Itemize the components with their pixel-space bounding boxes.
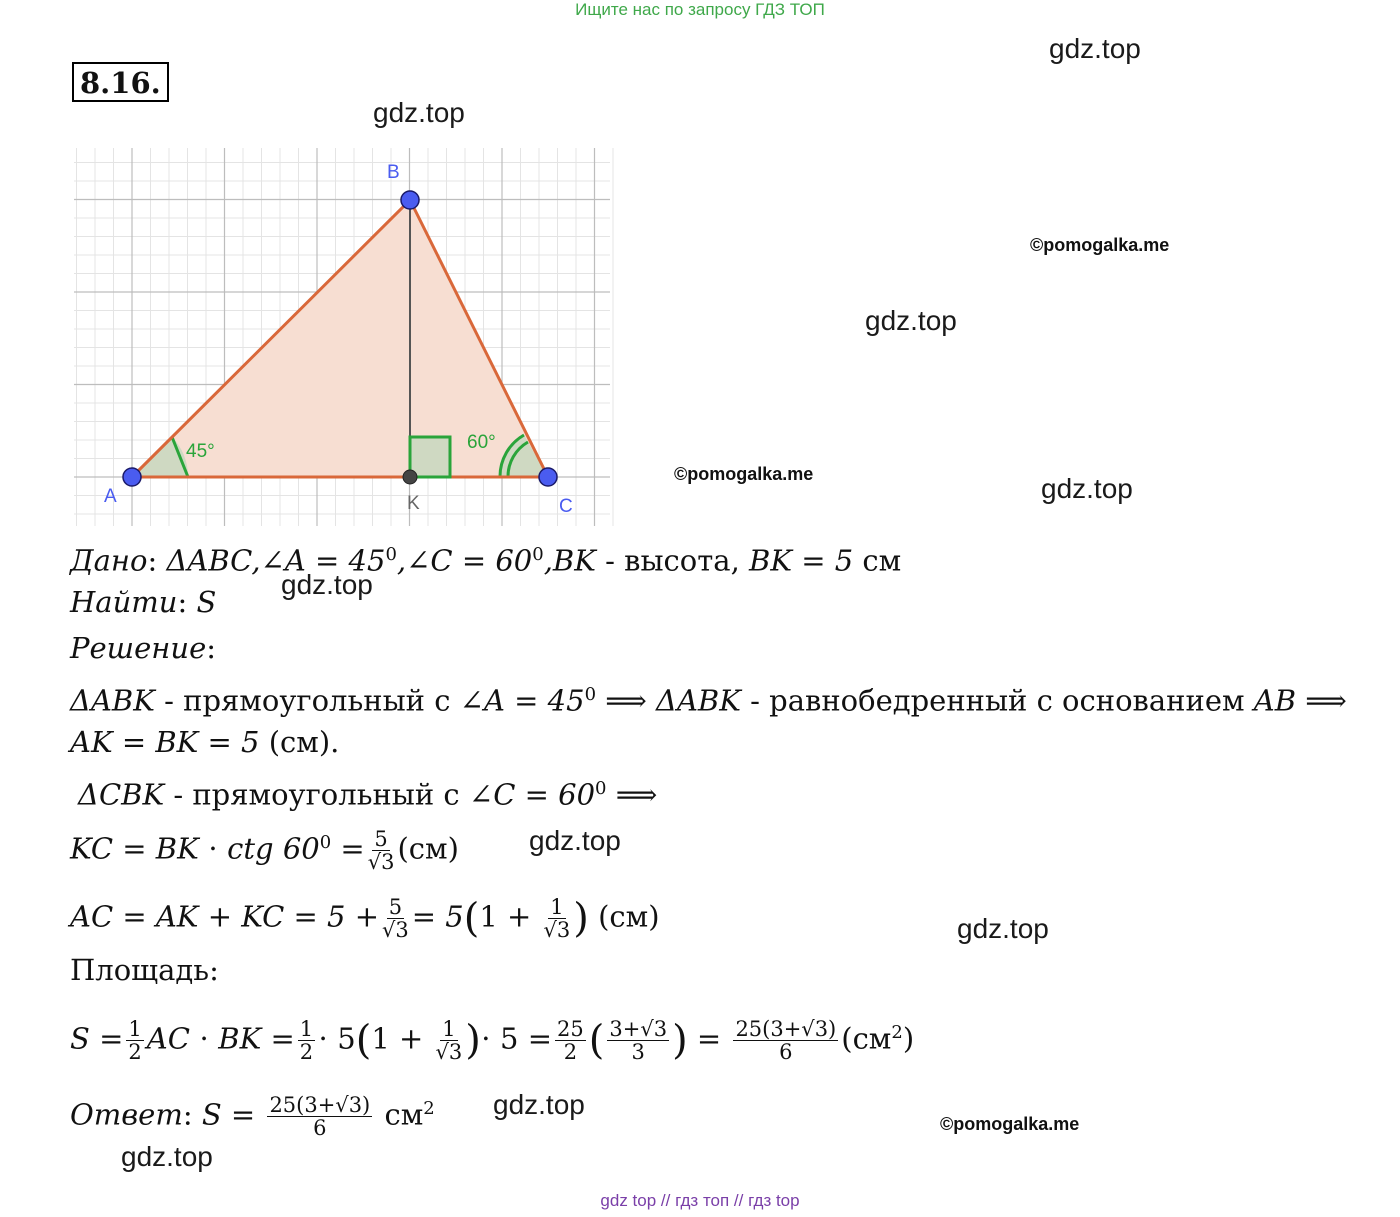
footer: gdz top // гдз топ // гдз top — [600, 1191, 800, 1210]
solution-line-5: AC = AK + KC = 5 + $\frac{5}{√3}$ = 5(1 + $\frac{1}{√3}$ ) (см) — [70, 895, 660, 942]
watermark: gdz.top — [281, 569, 373, 600]
solution-line-1: ΔABK - прямоугольный с ∠A = $45^0$ ⟹ ΔABK - равнобедренный с основанием AB ⟹ — [70, 683, 1347, 718]
solution-line-3: ΔCBK - прямоугольный с ∠C = $60^0$ ⟹ — [78, 777, 658, 812]
top-banner: Ищите нас по запросу ГДЗ ТОП — [575, 0, 825, 19]
watermark: gdz.top — [957, 913, 1049, 944]
right-angle-marker — [410, 437, 450, 477]
watermark: gdz.top — [1049, 33, 1141, 64]
answer-line: Ответ: S = $\frac{25(3+√3)}{6}$ $см^2$ — [70, 1093, 435, 1141]
triangle-figure — [74, 148, 614, 530]
problem-number: 8.16. — [72, 62, 169, 102]
watermark: gdz.top — [493, 1089, 585, 1120]
point-a — [123, 468, 141, 486]
point-k — [403, 470, 417, 484]
watermark: gdz.top — [865, 305, 957, 336]
find-line: Найти: S — [70, 585, 217, 619]
label-k: K — [407, 493, 420, 514]
point-c — [539, 468, 557, 486]
angle-a-label: 45° — [186, 441, 215, 462]
copyright: ©pomogalka.me — [1030, 235, 1170, 255]
area-label: Площадь: — [70, 953, 219, 987]
copyright: ©pomogalka.me — [674, 464, 814, 484]
label-c: C — [559, 496, 573, 517]
label-b: B — [387, 162, 400, 183]
solution-line-6: S = $\frac{1}{2}$ AC ⋅ BK = $\frac{1}{2}$ ⋅ 5(1 + $\frac{1}{√3}$ )⋅ 5 = $\frac{25}{2}$ ( $\frac{3+√3}{3}$ ) = $\frac{25(3+√3)}{6}$ $(см^2)$ — [70, 1017, 915, 1065]
watermark: gdz.top — [121, 1141, 213, 1172]
solution-label: Решение: — [70, 631, 217, 665]
watermark: gdz.top — [1041, 473, 1133, 504]
given-line: Дано: ΔABC,∠A = $45^0,\angle C = 60^0,BK$ - высота, BK = 5 см — [70, 543, 902, 578]
watermark: gdz.top — [373, 97, 465, 128]
point-b — [401, 191, 419, 209]
solution-line-2: AK = BK = 5 (см). — [70, 725, 340, 759]
solution-line-4: KC = BK ⋅ ctg $60^0$ = $\frac{5}{√3}$ (см) — [70, 827, 459, 875]
label-a: A — [104, 486, 117, 507]
watermark: gdz.top — [529, 825, 621, 856]
angle-c-label: 60° — [467, 432, 496, 453]
copyright: ©pomogalka.me — [940, 1114, 1080, 1134]
